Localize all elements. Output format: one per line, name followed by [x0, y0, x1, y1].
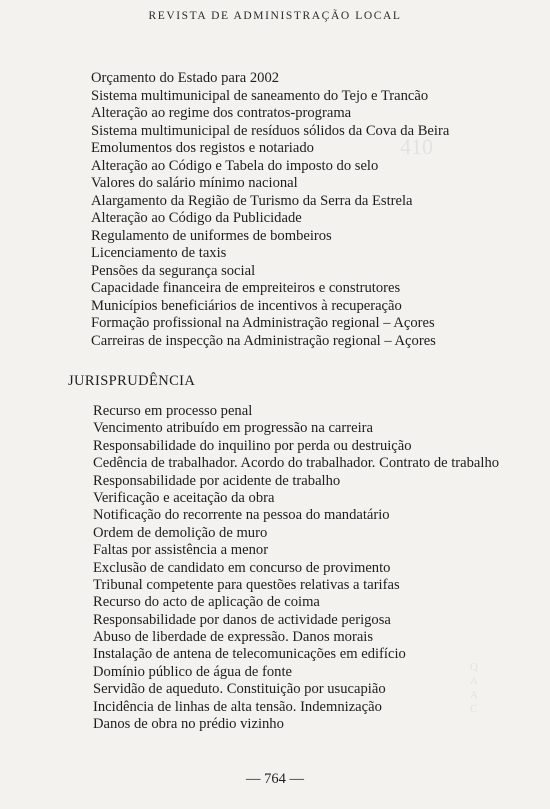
jurisprudence-item: Responsabilidade do inquilino por perda ou destruição: [93, 437, 412, 454]
legislation-item: Alteração ao Código da Publicidade: [91, 210, 302, 226]
jurisprudence-item: Notificação do recorrente na pessoa do mandatário: [93, 507, 390, 524]
jurisprudence-item: Verificação e aceitação da obra: [93, 489, 275, 506]
legislation-item: Valores do salário mínimo nacional: [91, 175, 298, 191]
jurisprudence-item: Exclusão de candidato em concurso de provimento: [93, 559, 391, 576]
page-number: — 764 —: [246, 771, 304, 787]
legislation-item: Capacidade financeira de empreiteiros e construtores: [91, 280, 401, 296]
jurisprudence-item: Abuso de liberdade de expressão. Danos morais: [93, 629, 374, 646]
legislation-item: Emolumentos dos registos e notariado: [91, 140, 314, 156]
legislation-list: [91, 70, 449, 350]
legislation-item: Alteração ao Código e Tabela do imposto do selo: [91, 157, 379, 174]
legislation-item: Pensões da segurança social: [91, 262, 256, 279]
running-header: REVISTA DE ADMINISTRAÇÃO LOCAL: [148, 10, 402, 22]
legislation-item: Sistema multimunicipal de resíduos sólidos da Cova da Beira: [91, 122, 450, 139]
jurisprudence-item: Cedência de trabalhador. Acordo do trabalhador. Contrato de trabalho: [93, 455, 500, 472]
legislation-item: Sistema multimunicipal de saneamento do Tejo e Trancão: [91, 87, 429, 104]
legislation-item: Alteração ao regime dos contratos-programa: [91, 105, 352, 121]
legislation-item: Alargamento da Região de Turismo da Serra da Estrela: [91, 192, 413, 209]
jurisprudence-item: Instalação de antena de telecomunicações em edifício: [93, 646, 406, 663]
legislation-item: Formação profissional na Administração regional – Açores: [91, 315, 435, 331]
legislation-item: Licenciamento de taxis: [91, 245, 227, 261]
jurisprudence-item: Recurso do acto de aplicação de coima: [93, 594, 320, 611]
bleed-through-mark: Q A A C: [470, 661, 478, 715]
jurisprudence-item: Ordem de demolição de muro: [93, 524, 268, 541]
jurisprudence-item: Responsabilidade por acidente de trabalho: [93, 472, 341, 489]
jurisprudence-item: Danos de obra no prédio vizinho: [93, 716, 284, 733]
section-heading-jurisprudence: JURISPRUDÊNCIA: [68, 373, 196, 389]
legislation-item: Municípios beneficiários de incentivos à recuperação: [91, 297, 402, 314]
jurisprudence-list: [93, 403, 499, 733]
legislation-item: Regulamento de uniformes de bombeiros: [91, 227, 332, 244]
legislation-item: Carreiras de inspecção na Administração regional – Açores: [91, 332, 436, 349]
jurisprudence-item: Domínio público de água de fonte: [93, 663, 292, 680]
jurisprudence-item: Incidência de linhas de alta tensão. Indemnização: [93, 698, 382, 715]
bleed-through-mark: 410: [400, 134, 433, 159]
jurisprudence-item: Vencimento atribuído em progressão na carreira: [93, 420, 374, 437]
jurisprudence-item: Tribunal competente para questões relativas a tarifas: [93, 576, 400, 593]
jurisprudence-item: Servidão de aqueduto. Constituição por usucapião: [93, 681, 386, 698]
jurisprudence-item: Recurso em processo penal: [93, 403, 253, 419]
legislation-item: Orçamento do Estado para 2002: [91, 70, 280, 86]
jurisprudence-item: Faltas por assistência a menor: [93, 542, 269, 559]
jurisprudence-item: Responsabilidade por danos de actividade perigosa: [93, 611, 391, 628]
